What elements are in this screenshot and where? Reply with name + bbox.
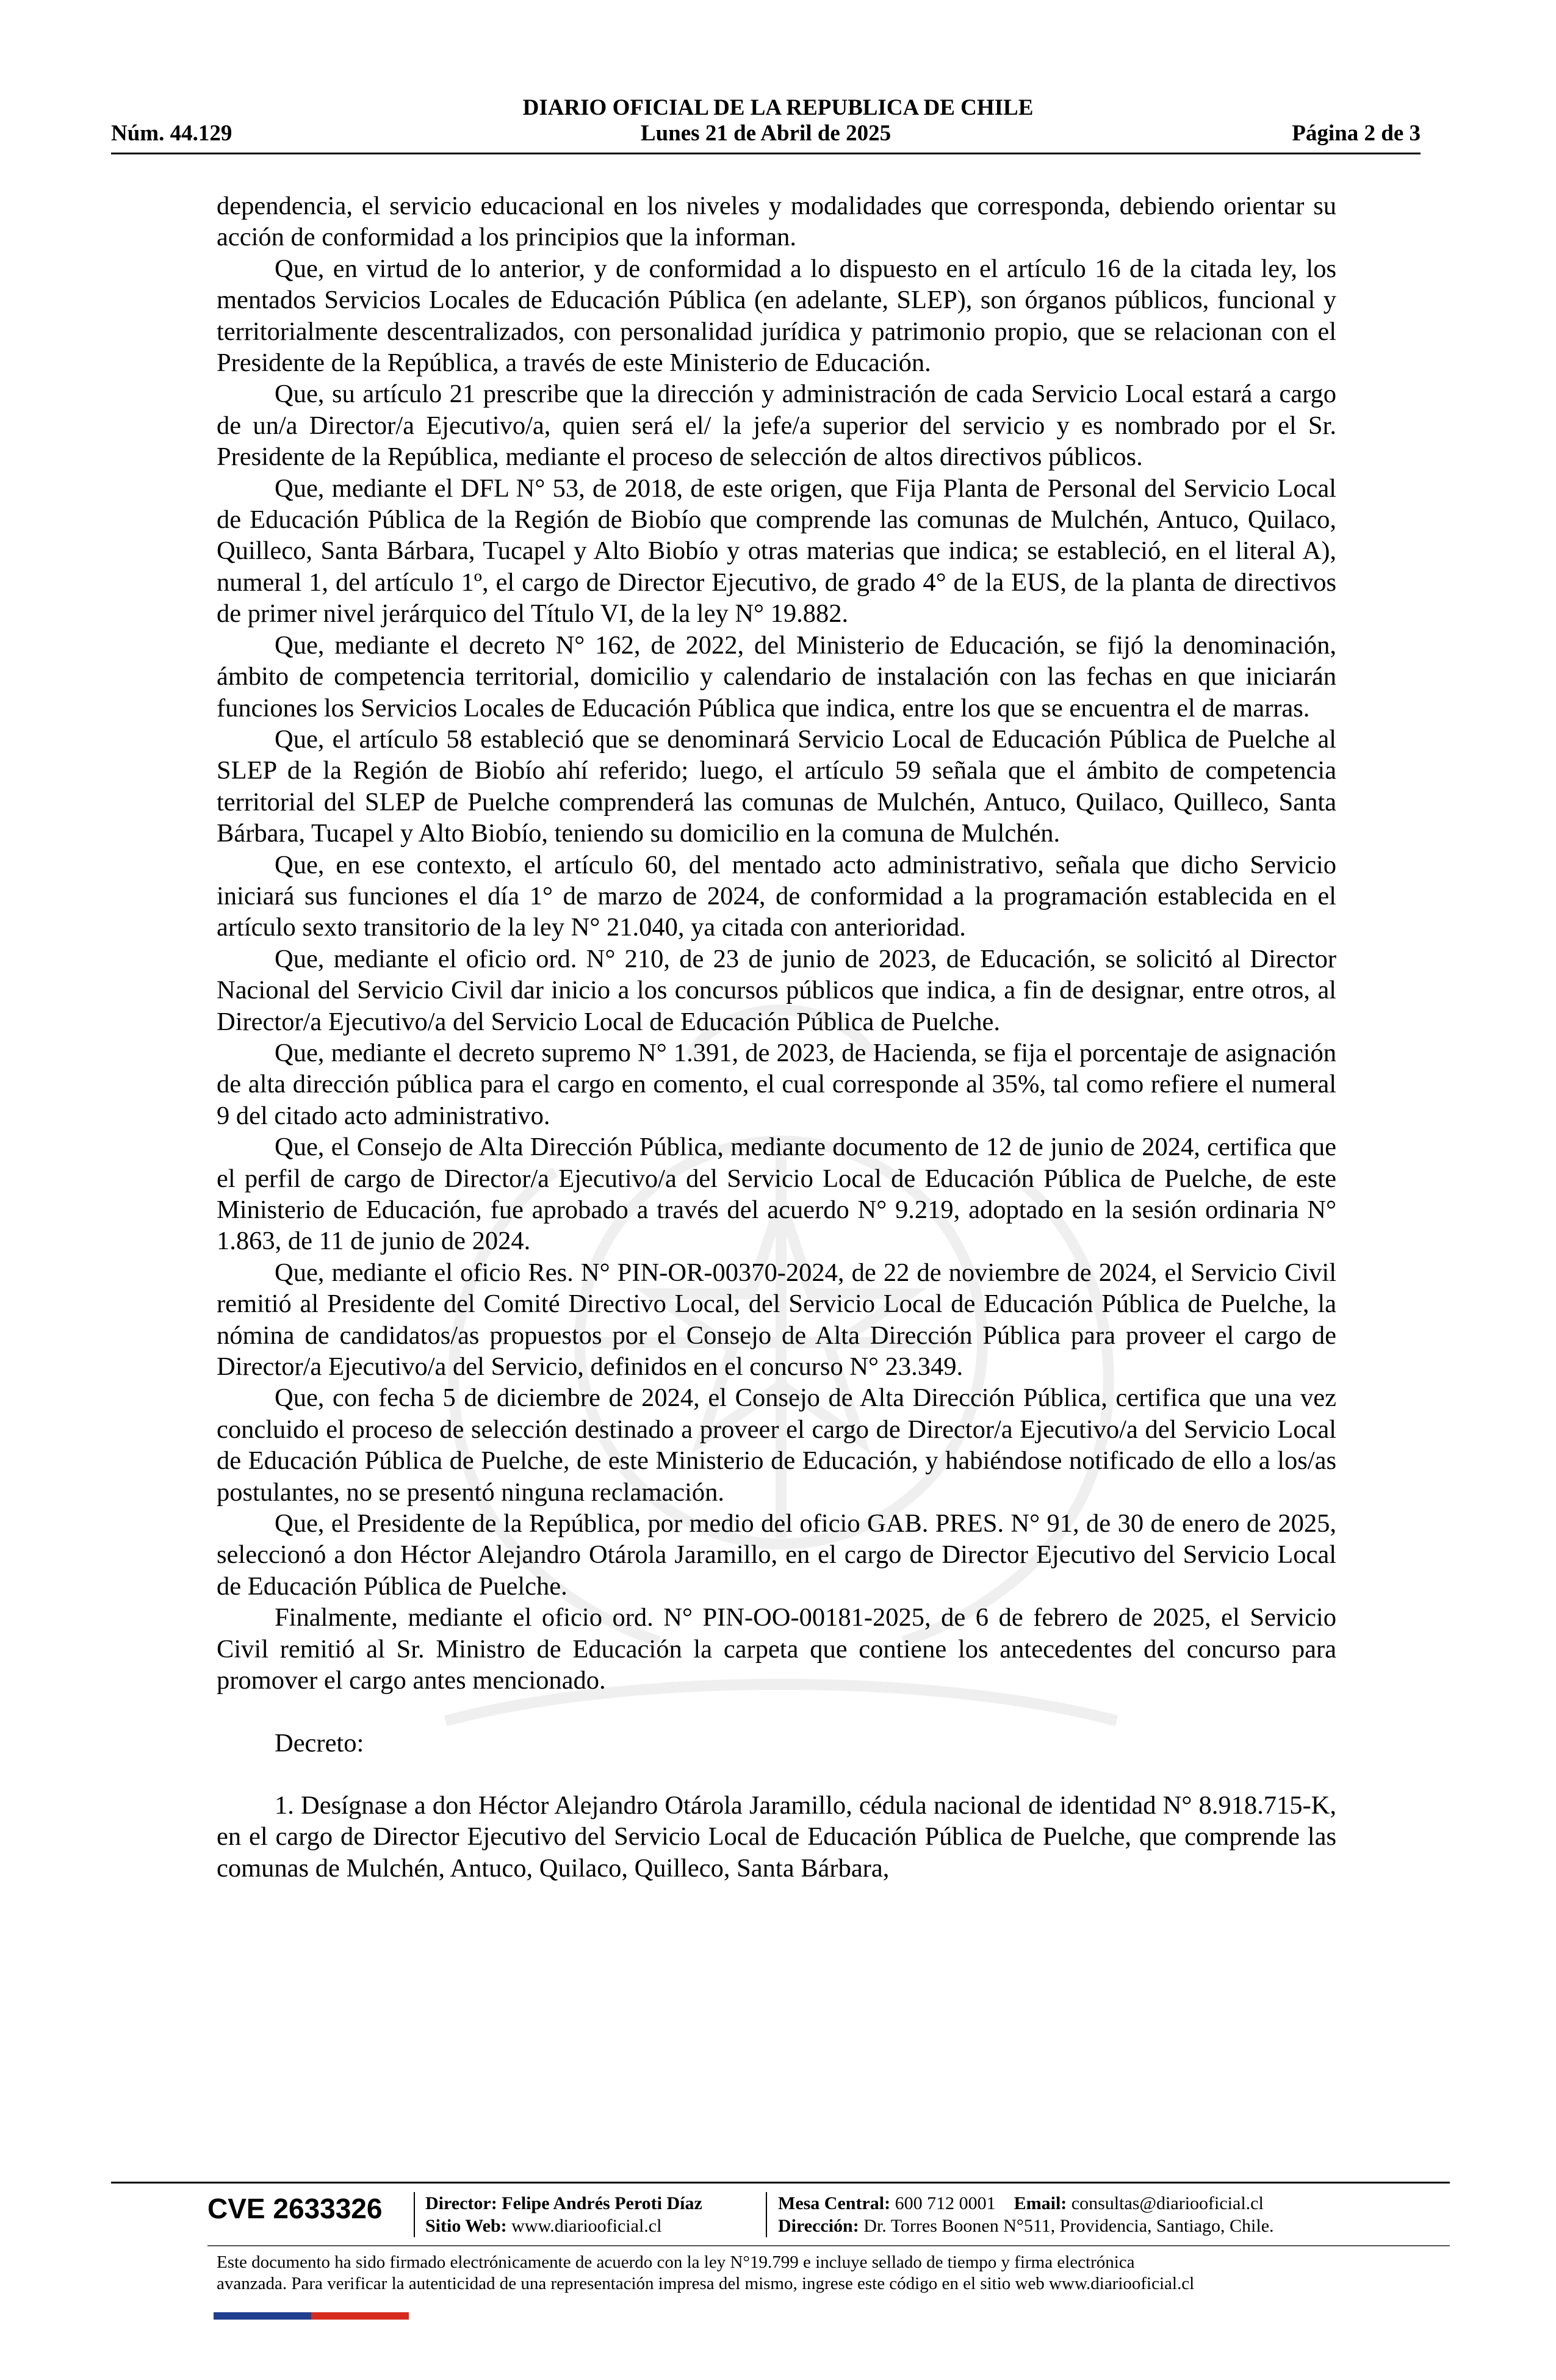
paragraph: Que, mediante el decreto supremo N° 1.391, de 2023, de Hacienda, se fija el porcentaje de asignación de alta dirección pública para el cargo en comento, el cual corresponde al 35%, tal como refiere el numeral 9 del citado acto administrativo. <box>217 1038 1336 1130</box>
issue-date: Lunes 21 de Abril de 2025 <box>640 121 891 146</box>
paragraph: Que, el Presidente de la República, por medio del oficio GAB. PRES. N° 91, de 30 de enero de 2025, seleccionó a don Héctor Alejandro Otárola Jaramillo, en el cargo de Director Ejecutivo del Servicio Local de Educación Pública de Puelche. <box>217 1509 1336 1601</box>
header-row <box>111 120 1421 146</box>
footer-separator <box>414 2192 415 2237</box>
director-name: Felipe Andrés Peroti Díaz <box>502 2193 702 2213</box>
paragraph: Que, el artículo 58 estableció que se denominará Servicio Local de Educación Pública de Puelche al SLEP de la Región de Biobío ahí referido; luego, el artículo 59 señala que el ámbito de competencia territorial del SLEP de Puelche comprenderá las comunas de Mulchén, Antuco, Quilaco, Quilleco, Santa Bárbara, Tucapel y Alto Biobío, teniendo su domicilio en la comuna de Mulchén. <box>217 724 1336 848</box>
signature-note <box>217 2252 1336 2295</box>
paragraph: Que, el Consejo de Alta Dirección Pública, mediante documento de 12 de junio de 2024, certifica que el perfil de cargo de Director/a Ejecutivo/a del Servicio Local de Educación Pública de Puelche, de este Ministerio de Educación, fue aprobado a través del acuerdo N° 9.219, adoptado en la sesión ordinaria N° 1.863, de 11 de junio de 2024. <box>217 1133 1336 1256</box>
decree-item-1: 1. Desígnase a don Héctor Alejandro Otárola Jaramillo, cédula nacional de identidad N° 8.918.715-K, en el cargo de Director Ejecutivo del Servicio Local de Educación Pública de Puelche, que comprende las comunas de Mulchén, Antuco, Quilaco, Quilleco, Santa Bárbara, <box>217 1790 1336 1883</box>
paragraph: Que, mediante el decreto N° 162, de 2022, del Ministerio de Educación, se fijó la denominación, ámbito de competencia territorial, domicilio y calendario de instalación con las fechas en que iniciarán funciones los Servicios Locales de Educación Pública que indica, entre los que se encuentra el de marras. <box>217 630 1336 723</box>
web-label: Sitio Web: <box>425 2216 507 2236</box>
paragraph: Que, con fecha 5 de diciembre de 2024, el Consejo de Alta Dirección Pública, certifica que una vez concluido el proceso de selección destinado a proveer el cargo de Director/a Ejecutivo/a del Servicio Local de Educación Pública de Puelche, de este Ministerio de Educación, y habiéndose notificado de ello a los/as postulantes, no se presentó ninguna reclamación. <box>217 1383 1336 1507</box>
footer-director-block <box>425 2192 702 2237</box>
flag-blue-segment <box>214 2312 311 2320</box>
email-label: Email: <box>1014 2193 1067 2213</box>
decreto-heading: Decreto: <box>275 1728 364 1758</box>
issue-number: Núm. 44.129 <box>111 121 232 146</box>
direccion-label: Dirección: <box>778 2216 859 2236</box>
paragraph: Que, en ese contexto, el artículo 60, del mentado acto administrativo, señala que dicho Servicio iniciará sus funciones el día 1° de marzo de 2024, de conformidad a la programación establecida en el artículo sexto transitorio de la ley N° 21.040, ya citada con anterioridad. <box>217 850 1336 942</box>
direccion-value: Dr. Torres Boonen N°511, Providencia, Santiago, Chile. <box>863 2216 1274 2236</box>
director-label: Director: <box>425 2193 497 2213</box>
flag-stripe <box>214 2312 409 2320</box>
footer-separator <box>766 2192 767 2237</box>
document-body <box>217 190 1336 1884</box>
newspaper-title: DIARIO OFICIAL DE LA REPUBLICA DE CHILE <box>522 95 1034 120</box>
paragraph: dependencia, el servicio educacional en los niveles y modalidades que corresponda, debiendo orientar su acción de conformidad a los principios que la informan. <box>217 192 1336 252</box>
footer-contact-block <box>778 2192 1274 2237</box>
paragraph: Finalmente, mediante el oficio ord. N° PIN-OO-00181-2025, de 6 de febrero de 2025, el Servicio Civil remitió al Sr. Ministro de Educación la carpeta que contiene los antecedentes del concurso para promover el cargo antes mencionado. <box>217 1603 1336 1695</box>
signature-note-line: avanzada. Para verificar la autenticidad de una representación impresa del mismo, ingrese este código en el sitio web www.diariooficial.cl <box>217 2274 1195 2293</box>
email-link[interactable]: consultas@diariooficial.cl <box>1071 2193 1264 2213</box>
paragraph: Que, su artículo 21 prescribe que la dirección y administración de cada Servicio Local estará a cargo de un/a Director/a Ejecutivo/a, quien será el/ la jefe/a superior del servicio y es nombrado por el Sr. Presidente de la República, mediante el proceso de selección de altos directivos públicos. <box>217 380 1336 472</box>
paragraph: Que, mediante el oficio Res. N° PIN-OR-00370-2024, de 22 de noviembre de 2024, el Servicio Civil remitió al Presidente del Comité Directivo Local, del Servicio Local de Educación Pública de Puelche, la nómina de candidatos/as propuestos por el Consejo de Alta Dirección Pública para proveer el cargo de Director/a Ejecutivo/a del Servicio, definidos en el concurso N° 23.349. <box>217 1258 1336 1382</box>
paragraph: Que, en virtud de lo anterior, y de conformidad a lo dispuesto en el artículo 16 de la citada ley, los mentados Servicios Locales de Educación Pública (en adelante, SLEP), son órganos públicos, funcional y territorialmente descentralizados, con personalidad jurídica y patrimonio propio, que se relacionan con el Presidente de la República, a través de este Ministerio de Educación. <box>217 254 1336 378</box>
header-divider <box>111 153 1421 154</box>
signature-note-line: Este documento ha sido firmado electrónicamente de acuerdo con la ley N°19.799 e incluye sellado de tiempo y firma electrónica <box>217 2252 1135 2272</box>
mesa-label: Mesa Central: <box>778 2193 891 2213</box>
footer-divider <box>111 2182 1450 2183</box>
mesa-value: 600 712 0001 <box>895 2193 996 2213</box>
flag-red-segment <box>311 2312 409 2320</box>
paragraph: Que, mediante el oficio ord. N° 210, de 23 de junio de 2023, de Educación, se solicitó al Director Nacional del Servicio Civil dar inicio a los concursos públicos que indica, a fin de designar, entre otros, al Director/a Ejecutivo/a del Servicio Local de Educación Pública de Puelche. <box>217 944 1336 1036</box>
cve-code: CVE 2633326 <box>207 2193 383 2224</box>
web-link[interactable]: www.diariooficial.cl <box>511 2216 662 2236</box>
paragraph: Que, mediante el DFL N° 53, de 2018, de este origen, que Fija Planta de Personal del Servicio Local de Educación Pública de la Región de Biobío que comprende las comunas de Mulchén, Antuco, Quilaco, Quilleco, Santa Bárbara, Tucapel y Alto Biobío y otras materias que indica; se estableció, en el literal A), numeral 1, del artículo 1º, el cargo de Director Ejecutivo, de grado 4° de la EUS, de la planta de directivos de primer nivel jerárquico del Título VI, de la ley N° 19.882. <box>217 474 1336 629</box>
footer-divider-thin <box>207 2245 1450 2246</box>
page-indicator: Página 2 de 3 <box>1292 121 1421 146</box>
